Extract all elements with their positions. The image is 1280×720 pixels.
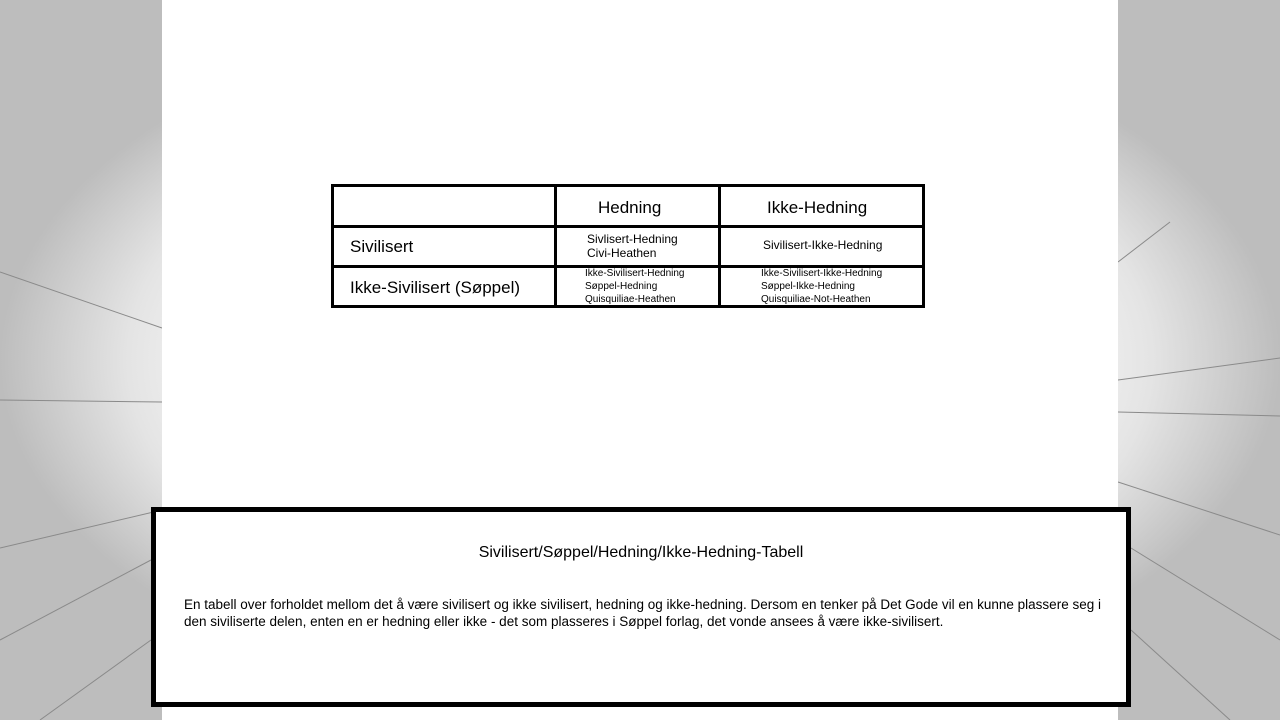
cell-line: Quisquiliae-Heathen (585, 294, 676, 305)
column-divider (718, 187, 721, 305)
cell-ikke-sivilisert-ikke-hedning (761, 267, 882, 306)
caption-box (151, 507, 1131, 707)
header-ikke-hedning: Ikke-Hedning (767, 198, 868, 217)
cell-line: Søppel-Hedning (585, 281, 658, 292)
caption-body: En tabell over forholdet mellom det å være sivilisert og ikke sivilisert, hedning og ikke-hedning. Dersom en tenker på Det Gode vil en kunne plassere seg i den siviliserte delen, enten en er hedning eller ikke - det som plasseres i Søppel forlag, det vonde ansees å være ikke-sivilisert. (184, 597, 1101, 629)
row-label-sivilisert: Sivilisert (350, 237, 414, 256)
caption-title: Sivilisert/Søppel/Hedning/Ikke-Hedning-Tabell (478, 544, 804, 561)
cell-line: Sivlisert-Hedning (587, 232, 678, 246)
header-hedning: Hedning (598, 198, 662, 217)
cell-sivilisert-ikke-hedning: Sivilisert-Ikke-Hedning (763, 238, 883, 252)
cell-sivilisert-hedning (587, 232, 678, 260)
column-divider (554, 187, 557, 305)
row-divider (334, 225, 922, 228)
cell-line: Quisquiliae-Not-Heathen (761, 294, 871, 305)
cell-line: Ikke-Sivilisert-Ikke-Hedning (761, 268, 883, 279)
row-label-ikke-sivilisert: Ikke-Sivilisert (Søppel) (350, 278, 521, 297)
cell-line: Ikke-Sivilisert-Hedning (585, 268, 685, 279)
cell-ikke-sivilisert-hedning (585, 267, 684, 306)
cell-line: Søppel-Ikke-Hedning (761, 281, 855, 292)
cell-line: Civi-Heathen (587, 246, 657, 260)
classification-table (331, 184, 925, 308)
